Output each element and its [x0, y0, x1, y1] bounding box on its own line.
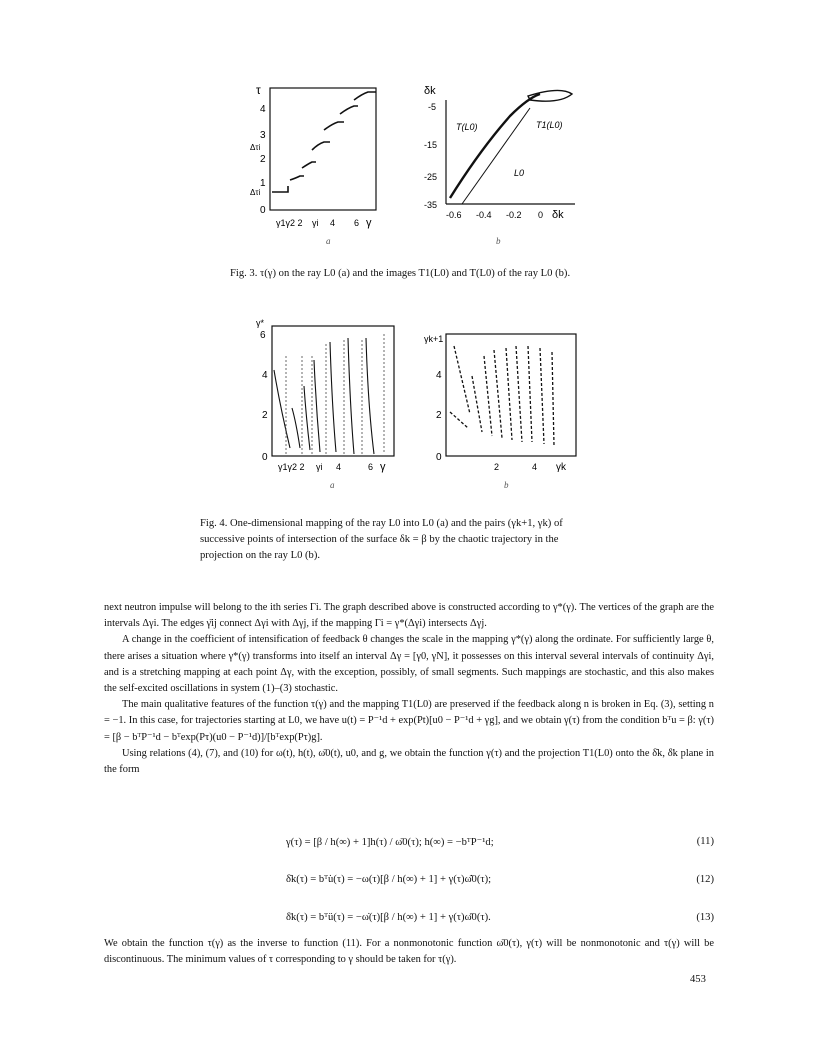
- fig3b-ytick-m5: -5: [428, 102, 437, 112]
- fig3a-xtick-4: 4: [330, 218, 336, 228]
- fig3a-delta-lower: Δτi: [250, 188, 261, 197]
- fig3b-label-L0: L0: [514, 168, 525, 178]
- fig4-panel-a: [250, 316, 400, 478]
- fig4-caption-line-3: projection on the ray L0 (b).: [200, 550, 321, 561]
- fig4b-ytick-2: 2: [436, 410, 442, 421]
- fig3b-ytick-m25: -25: [424, 172, 438, 182]
- fig3-sublabel-a: a: [326, 236, 331, 246]
- fig3b-x-axis-symbol: δk: [552, 209, 564, 221]
- fig3a-xtick-gamma: γ: [366, 217, 372, 229]
- fig3b-ytick-m35: -35: [424, 200, 438, 210]
- body-text: [104, 600, 714, 778]
- closing-paragraph: We obtain the function τ(γ) as the inverse to function (11). For a nonmonotonic function ω̄0(τ), γ(τ) will be nonmonotonic and τ(γ) will be discontinuous. The minimum values of τ corresponding to γ should be taken for τ(γ).: [104, 938, 714, 966]
- fig3a-xtick-gi: γi: [312, 218, 319, 228]
- paragraph-3: The main qualitative features of the function τ(γ) and the mapping T1(L0) are preserved if the feedback along n is broken in Eq. (3), setting n = −1. In this case, for trajectories starting at L0, we have u(t) = P⁻¹d + exp(Pt)[u0 − P⁻¹d + γg], and we obtain γ(τ) from the condition bᵀu = β: γ(τ) = [β − bᵀP⁻¹d − bᵀexp(Pτ)(u0 − P⁻¹d)]/[bᵀexp(Pτ)g].: [104, 699, 714, 743]
- fig3a-ytick-3: 3: [260, 130, 266, 141]
- fig4b-y-axis-symbol: γk+1: [424, 334, 444, 344]
- fig3b-xtick-0: 0: [538, 210, 544, 220]
- fig4a-ytick-4: 4: [262, 370, 268, 381]
- fig4b-xtick-gk: γk: [556, 462, 566, 473]
- fig4a-xtick-4: 4: [336, 462, 342, 472]
- fig4-caption-line-1: Fig. 4. One-dimensional mapping of the ray L0 into L0 (a) and the pairs (γk+1, γk) of: [200, 518, 563, 529]
- fig4b-scatter: [450, 346, 554, 446]
- equation-13-text: δ̈k(τ) = bᵀü(τ) = −ω̇(τ)[β / h(∞) + 1] + γ(τ)ω̄̈0(τ).: [286, 912, 491, 923]
- fig4a-curves: [274, 338, 374, 454]
- fig3a-ytick-2: 2: [260, 154, 266, 165]
- fig4-panel-b: [420, 316, 580, 478]
- fig3b-curve-T: [450, 94, 540, 198]
- fig4-sublabel-b: b: [504, 480, 509, 490]
- page-number: 453: [690, 974, 706, 985]
- paragraph-1: next neutron impulse will belong to the ith series Γi. The graph described above is constructed according to γ*(γ). The vertices of the graph are the intervals Δγi. The edges γ̄ij connect Δγi with Δγj, if the mapping Γi = γ*(Δγi) intersects Δγj.: [104, 602, 714, 630]
- fig3b-y-axis-symbol: δk: [424, 85, 436, 97]
- fig4-caption-line-2: successive points of intersection of the surface δk = β by the chaotic trajectory in the: [200, 534, 559, 545]
- equation-12-text: δ̇k(τ) = bᵀu̇(τ) = −ω(τ)[β / h(∞) + 1] + γ(τ)ω̄̇0(τ);: [286, 874, 492, 885]
- paragraph-4: Using relations (4), (7), and (10) for ω(t), h(t), ω̄0(t), u0, and g, we obtain the function γ(τ) and the projection T1(L0) onto the δ̇k, δ̈k plane in the form: [104, 747, 714, 776]
- fig4a-ytick-2: 2: [262, 410, 268, 421]
- fig3a-delta-upper: Δτi: [250, 143, 261, 152]
- fig3-sublabel-b: b: [496, 236, 501, 246]
- fig3-panel-b: [410, 80, 580, 230]
- fig4b-xtick-4: 4: [532, 462, 538, 472]
- fig4a-xticks: γ1γ2 2: [278, 462, 305, 472]
- figure-4: [250, 316, 580, 500]
- fig4a-xtick-gi: γi: [316, 462, 323, 472]
- fig4-sublabel-a: a: [330, 480, 335, 490]
- fig3b-xtick-m06: -0.6: [446, 210, 462, 220]
- fig3b-xtick-m02: -0.2: [506, 210, 522, 220]
- equation-11-text: γ(τ) = [β / h(∞) + 1]h(τ) / ω̄0(τ); h(∞) = −bᵀP⁻¹d;: [286, 837, 494, 848]
- fig3b-label-T1: T1(L0): [536, 120, 563, 130]
- equation-11-number: (11): [696, 836, 714, 847]
- fig3b-xtick-m04: -0.4: [476, 210, 492, 220]
- fig4a-y-top-tick: 6: [260, 330, 266, 341]
- fig3a-ytick-1: 1: [260, 178, 266, 189]
- fig4a-ytick-0: 0: [262, 452, 268, 463]
- fig4b-xtick-2: 2: [494, 462, 500, 472]
- fig4-caption: [200, 516, 640, 564]
- fig3b-label-T: T(L0): [456, 122, 478, 132]
- fig4a-xtick-gamma: γ: [380, 461, 386, 473]
- fig4b-ytick-0: 0: [436, 452, 442, 463]
- fig3-caption: Fig. 3. τ(γ) on the ray L0 (a) and the images T1(L0) and T(L0) of the ray L0 (b).: [230, 268, 571, 279]
- fig4a-y-axis-symbol: γ*: [256, 318, 265, 328]
- fig3a-xticks: γ1γ2 2: [276, 218, 303, 228]
- fig3-panel-a: [250, 80, 380, 230]
- figure-3: [250, 80, 580, 250]
- fig3a-ytick-0: 0: [260, 205, 266, 216]
- equation-13-number: (13): [696, 912, 714, 923]
- fig3a-staircase: [272, 92, 376, 192]
- paragraph-2: A change in the coefficient of intensification of feedback θ changes the scale in the mapping γ*(γ) along the ordinate. For sufficiently large θ, there arises a situation where γ*(γ) transforms into itself an interval Δγ = [γ0, γN], it possesses on this interval several intervals of continuity Δγi, and is a stretching mapping at each point Δγ, with the exception, possibly, of small segments. Such mappings are stochastic, and this also makes the self-excited oscillations in system (1)–(3) stochastic.: [104, 634, 714, 695]
- equation-12-number: (12): [696, 874, 714, 885]
- fig3a-xtick-6: 6: [354, 218, 360, 228]
- fig3b-ytick-m15: -15: [424, 140, 438, 150]
- fig3a-ytick-4: 4: [260, 104, 266, 115]
- fig3a-y-axis-symbol: τ: [256, 83, 261, 97]
- fig4a-xtick-6: 6: [368, 462, 374, 472]
- fig4b-ytick-4: 4: [436, 370, 442, 381]
